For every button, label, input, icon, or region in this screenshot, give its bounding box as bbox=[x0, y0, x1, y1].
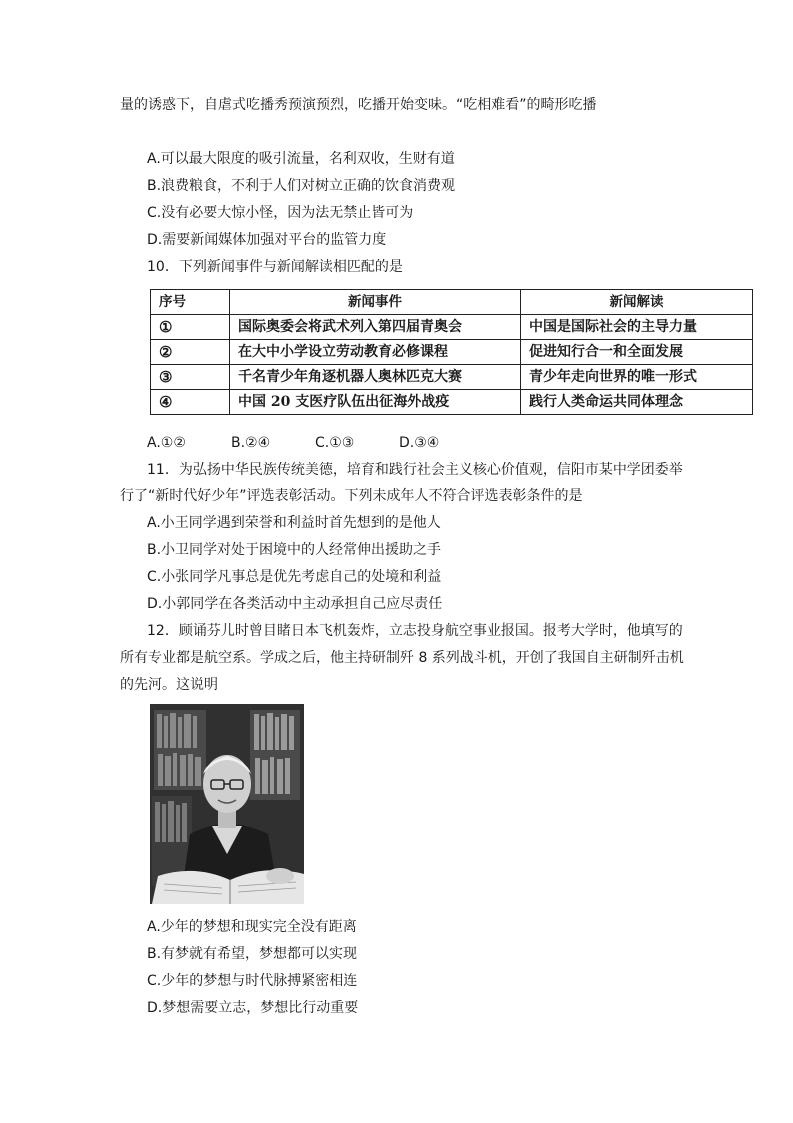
q10-option-c[interactable]: C.①③ bbox=[315, 435, 355, 451]
q11-option-c[interactable]: C.小张同学凡事总是优先考虑自己的处境和利益 bbox=[147, 569, 442, 585]
question-12-stem-line2: 所有专业都是航空系。学成之后，他主持研制歼 8 系列战斗机，开创了我国自主研制歼击机 bbox=[120, 650, 684, 666]
table-cell-event: 千名青少年角逐机器人奥林匹克大赛 bbox=[230, 365, 521, 390]
q12-option-b[interactable]: B.有梦就有希望，梦想都可以实现 bbox=[147, 946, 358, 962]
q12-option-d[interactable]: D.梦想需要立志，梦想比行动重要 bbox=[147, 1000, 359, 1016]
q9-option-b[interactable]: B.浪费粮食，不利于人们对树立正确的饮食消费观 bbox=[147, 178, 456, 194]
table-header-number: 序号 bbox=[151, 290, 230, 315]
q11-option-b[interactable]: B.小卫同学对处于困境中的人经常伸出援助之手 bbox=[147, 542, 442, 558]
table-cell-number: ② bbox=[151, 340, 230, 365]
table-cell-interpretation: 中国是国际社会的主导力量 bbox=[521, 315, 753, 340]
q10-option-a[interactable]: A.①② bbox=[147, 435, 186, 451]
question-10-stem: 10．下列新闻事件与新闻解读相匹配的是 bbox=[147, 259, 403, 275]
question-12-stem-line1: 12．顾诵芬儿时曾目睹日本飞机轰炸，立志投身航空事业报国。报考大学时，他填写的 bbox=[147, 623, 683, 639]
table-cell-number: ④ bbox=[151, 390, 230, 415]
table-cell-event: 国际奥委会将武术列入第四届青奥会 bbox=[230, 315, 521, 340]
table-row bbox=[151, 315, 753, 340]
table-cell-interpretation: 践行人类命运共同体理念 bbox=[521, 390, 753, 415]
table-cell-number: ③ bbox=[151, 365, 230, 390]
portrait-photo bbox=[150, 704, 304, 904]
table-cell-event: 中国 20 支医疗队伍出征海外战疫 bbox=[230, 390, 521, 415]
q9-option-d[interactable]: D.需要新闻媒体加强对平台的监管力度 bbox=[147, 232, 387, 248]
q11-option-a[interactable]: A.小王同学遇到荣誉和利益时首先想到的是他人 bbox=[147, 515, 441, 531]
q11-option-d[interactable]: D.小郭同学在各类活动中主动承担自己应尽责任 bbox=[147, 596, 443, 612]
q10-option-d[interactable]: D.③④ bbox=[399, 435, 440, 451]
table-row bbox=[151, 365, 753, 390]
table-row bbox=[151, 340, 753, 365]
question-11-stem-line1: 11．为弘扬中华民族传统美德，培育和践行社会主义核心价值观，信阳市某中学团委举 bbox=[147, 462, 683, 478]
table-cell-number: ① bbox=[151, 315, 230, 340]
table-header-row bbox=[151, 290, 753, 315]
news-table bbox=[150, 289, 753, 415]
table-header-interpretation: 新闻解读 bbox=[521, 290, 753, 315]
q12-option-a[interactable]: A.少年的梦想和现实完全没有距离 bbox=[147, 919, 357, 935]
q10-option-b[interactable]: B.②④ bbox=[231, 435, 271, 451]
table-cell-event: 在大中小学设立劳动教育必修课程 bbox=[230, 340, 521, 365]
table-cell-interpretation: 青少年走向世界的唯一形式 bbox=[521, 365, 753, 390]
q12-option-c[interactable]: C.少年的梦想与时代脉搏紧密相连 bbox=[147, 973, 358, 989]
q9-option-a[interactable]: A.可以最大限度的吸引流量，名利双收，生财有道 bbox=[147, 151, 455, 167]
question-9-stem-tail: 量的诱惑下，自虐式吃播秀预演预烈，吃播开始变味。“吃相难看”的畸形吃播 bbox=[120, 97, 597, 113]
question-12-stem-line3: 的先河。这说明 bbox=[120, 677, 218, 693]
table-cell-interpretation: 促进知行合一和全面发展 bbox=[521, 340, 753, 365]
question-11-stem-line2: 行了“新时代好少年”评选表彰活动。下列未成年人不符合评选表彰条件的是 bbox=[120, 488, 583, 504]
table-row bbox=[151, 390, 753, 415]
q9-option-c[interactable]: C.没有必要大惊小怪，因为法无禁止皆可为 bbox=[147, 205, 414, 221]
table-header-event: 新闻事件 bbox=[230, 290, 521, 315]
